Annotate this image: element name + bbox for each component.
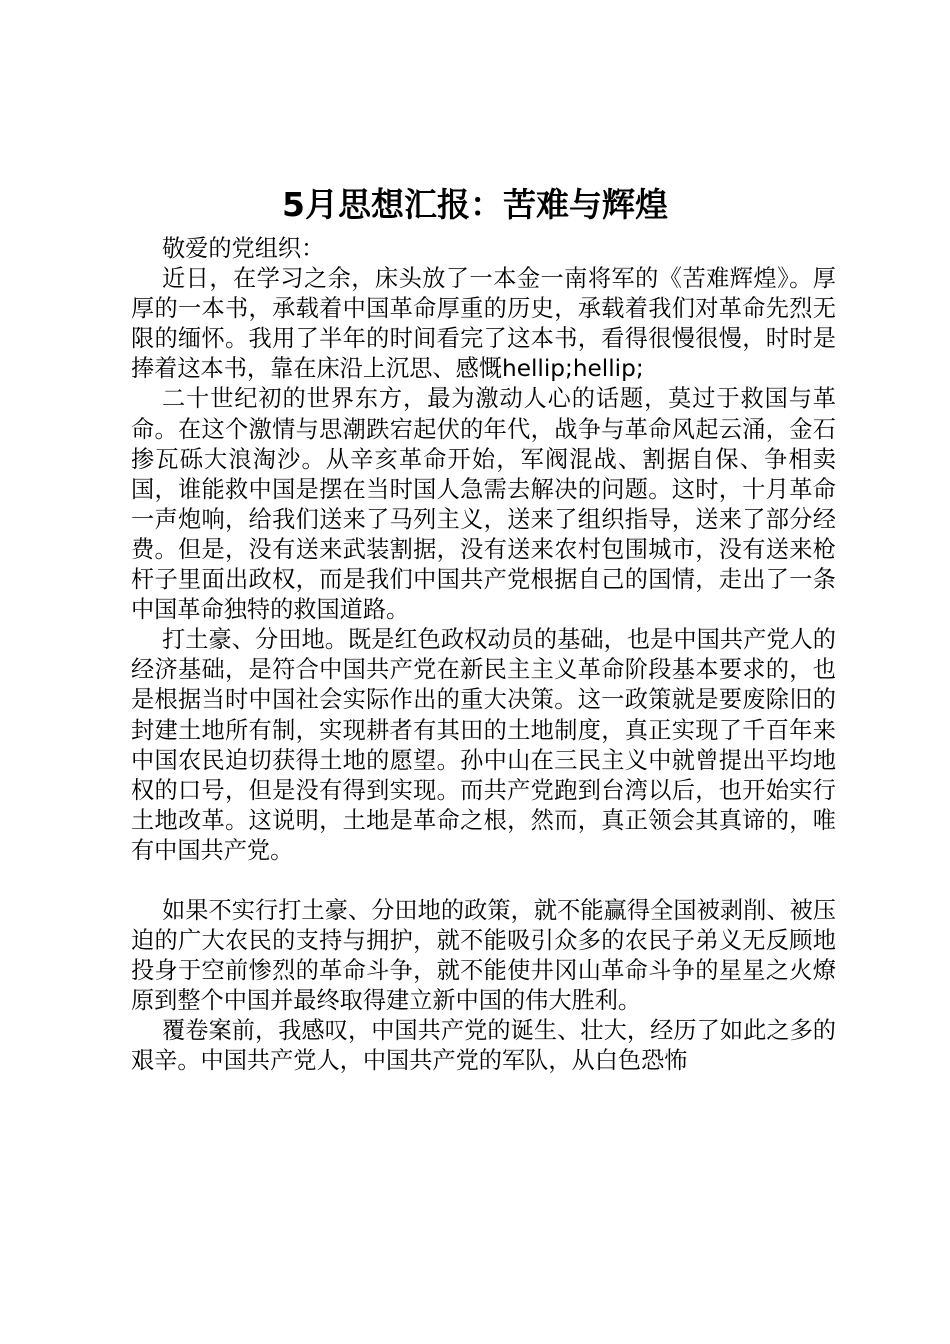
paragraph-5: 覆卷案前，我感叹，中国共产党的诞生、壮大，经历了如此之多的艰辛。中国共产党人，中国共产党的军队，从白色恐怖	[131, 1017, 836, 1075]
paragraph-2: 二十世纪初的世界东方，最为激动人心的话题，莫过于救国与革命。在这个激情与思潮跌宕起伏的年代，战争与革命风起云涌，金石掺瓦砾大浪淘沙。从辛亥革命开始，军阀混战、割据自保、争相卖国，谁能救中国是摆在当时国人急需去解决的问题。这时，十月革命一声炮响，给我们送来了马列主义，送来了组织指导，送来了部分经费。但是，没有送来武装割据，没有送来农村包围城市，没有送来枪杆子里面出政权，而是我们中国共产党根据自己的国情，走出了一条中国革命独特的救国道路。	[131, 385, 836, 624]
salutation: 敬爱的党组织：	[162, 235, 325, 262]
paragraph-1: 近日，在学习之余，床头放了一本金一南将军的《苦难辉煌》。厚厚的一本书，承载着中国革命厚重的历史，承载着我们对革命先烈无限的缅怀。我用了半年的时间看完了这本书，看得很慢很慢，时时是捧着这本书，靠在床沿上沉思、感慨hellip;hellip;	[131, 265, 836, 383]
document-body	[131, 234, 836, 1077]
paragraph-4: 如果不实行打土豪、分田地的政策，就不能赢得全国被剥削、被压迫的广大农民的支持与拥护，就不能吸引众多的农民子弟义无反顾地投身于空前惨烈的革命斗争，就不能使井冈山革命斗争的星星之火燎原到整个中国并最终取得建立新中国的伟大胜利。	[131, 896, 836, 1015]
document-title: 5月思想汇报：苦难与辉煌	[282, 185, 668, 224]
paragraph-3: 打土豪、分田地。既是红色政权动员的基础，也是中国共产党人的经济基础，是符合中国共产党在新民主主义革命阶段基本要求的，也是根据当时中国社会实际作出的重大决策。这一政策就是要废除旧的封建土地所有制，实现耕者有其田的土地制度，真正实现了千百年来中国农民迫切获得土地的愿望。孙中山在三民主义中就曾提出平均地权的口号，但是没有得到实现。而共产党跑到台湾以后，也开始实行土地改革。这说明，土地是革命之根，然而，真正领会其真谛的，唯有中国共产党。	[131, 626, 836, 864]
